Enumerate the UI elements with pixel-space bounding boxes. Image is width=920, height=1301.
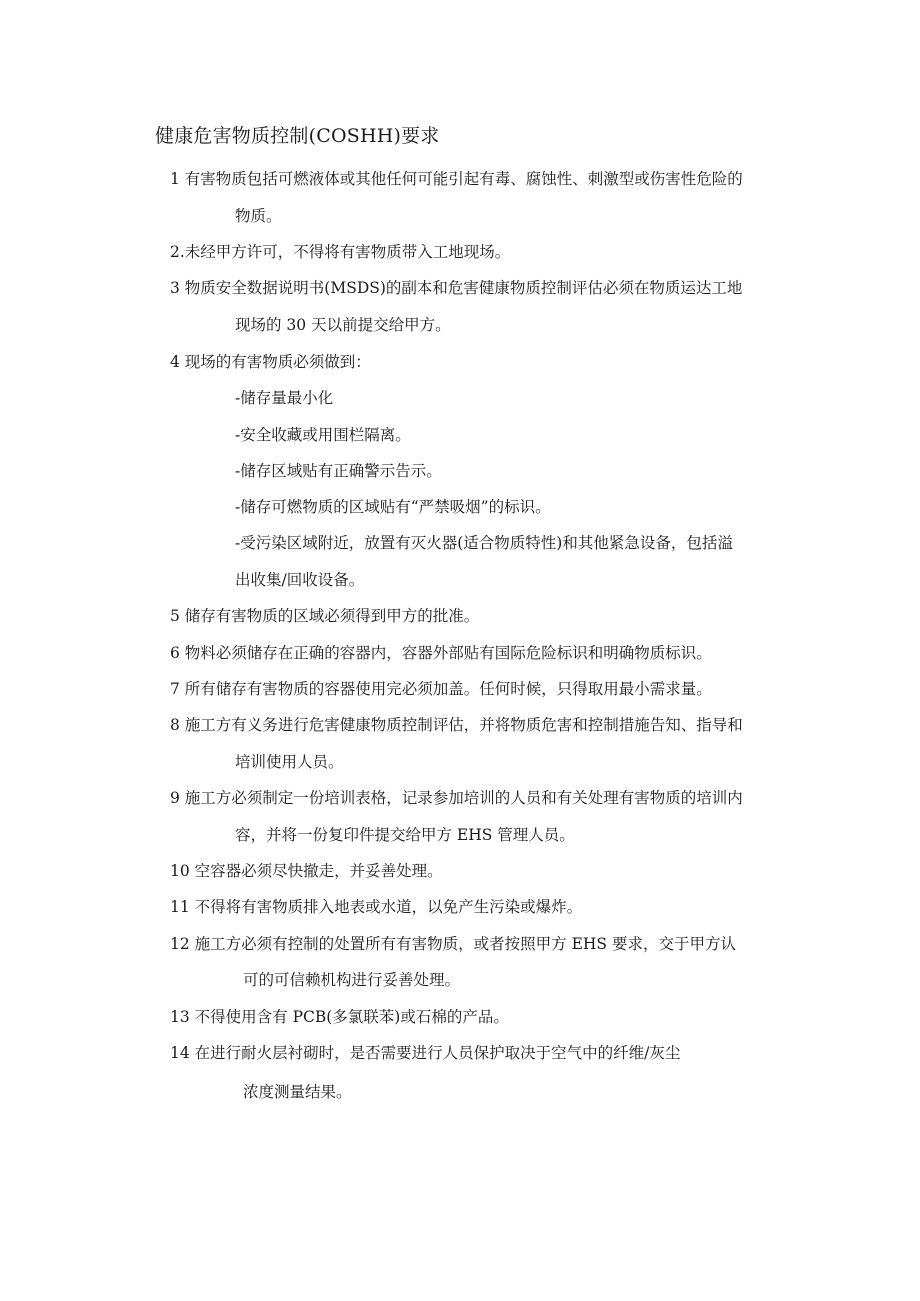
item-4-sub-4: -储存可燃物质的区域贴有“严禁吸烟”的标识。	[235, 498, 551, 516]
item-11: 11 不得将有害物质排入地表或水道，以免产生污染或爆炸。	[170, 898, 583, 916]
item-6: 6 物料必须储存在正确的容器内，容器外部贴有国际危险标识和明确物质标识。	[170, 644, 712, 662]
item-4-sub-2: -安全收藏或用围栏隔离。	[235, 426, 411, 444]
item-4-sub-1: -储存量最小化	[235, 389, 334, 407]
item-9-line-2: 容，并将一份复印件提交给甲方 EHS 管理人员。	[235, 826, 575, 844]
item-4: 4 现场的有害物质必须做到：	[170, 353, 371, 371]
item-12-line-1: 12 施工方必须有控制的处置所有有害物质，或者按照甲方 EHS 要求，交于甲方认	[170, 935, 736, 953]
item-10: 10 空容器必须尽快撤走，并妥善处理。	[170, 862, 443, 880]
item-1-line-1: 1 有害物质包括可燃液体或其他任何可能引起有毒、腐蚀性、刺激型或伤害性危险的	[170, 170, 743, 188]
item-8-line-1: 8 施工方有义务进行危害健康物质控制评估，并将物质危害和控制措施告知、指导和	[170, 716, 743, 734]
item-12-line-2: 可的可信赖机构进行妥善处理。	[243, 971, 461, 989]
item-2: 2.未经甲方许可，不得将有害物质带入工地现场。	[170, 243, 511, 261]
item-4-sub-5-line-1: -受污染区域附近，放置有灭火器(适合物质特性)和其他紧急设备，包括溢	[235, 534, 733, 552]
item-9-line-1: 9 施工方必须制定一份培训表格，记录参加培训的人员和有关处理有害物质的培训内	[170, 789, 743, 807]
item-13: 13 不得使用含有 PCB(多氯联苯)或石棉的产品。	[170, 1008, 509, 1026]
item-8-line-2: 培训使用人员。	[235, 753, 344, 771]
item-7: 7 所有储存有害物质的容器使用完必须加盖。任何时候，只得取用最小需求量。	[170, 680, 712, 698]
item-3-line-1: 3 物质安全数据说明书(MSDS)的副本和危害健康物质控制评估必须在物质运达工地	[170, 279, 743, 297]
item-1-line-2: 物质。	[235, 207, 282, 225]
item-3-line-2: 现场的 30 天以前提交给甲方。	[235, 316, 451, 334]
item-5: 5 储存有害物质的区域必须得到甲方的批准。	[170, 607, 480, 625]
item-14-line-1: 14 在进行耐火层衬砌时，是否需要进行人员保护取决于空气中的纤维/灰尘	[170, 1044, 681, 1062]
item-14-line-2: 浓度测量结果。	[243, 1083, 352, 1101]
document-title: 健康危害物质控制(COSHH)要求	[155, 125, 440, 147]
item-4-sub-3: -储存区域贴有正确警示告示。	[235, 462, 442, 480]
item-4-sub-5-line-2: 出收集/回收设备。	[235, 571, 365, 589]
